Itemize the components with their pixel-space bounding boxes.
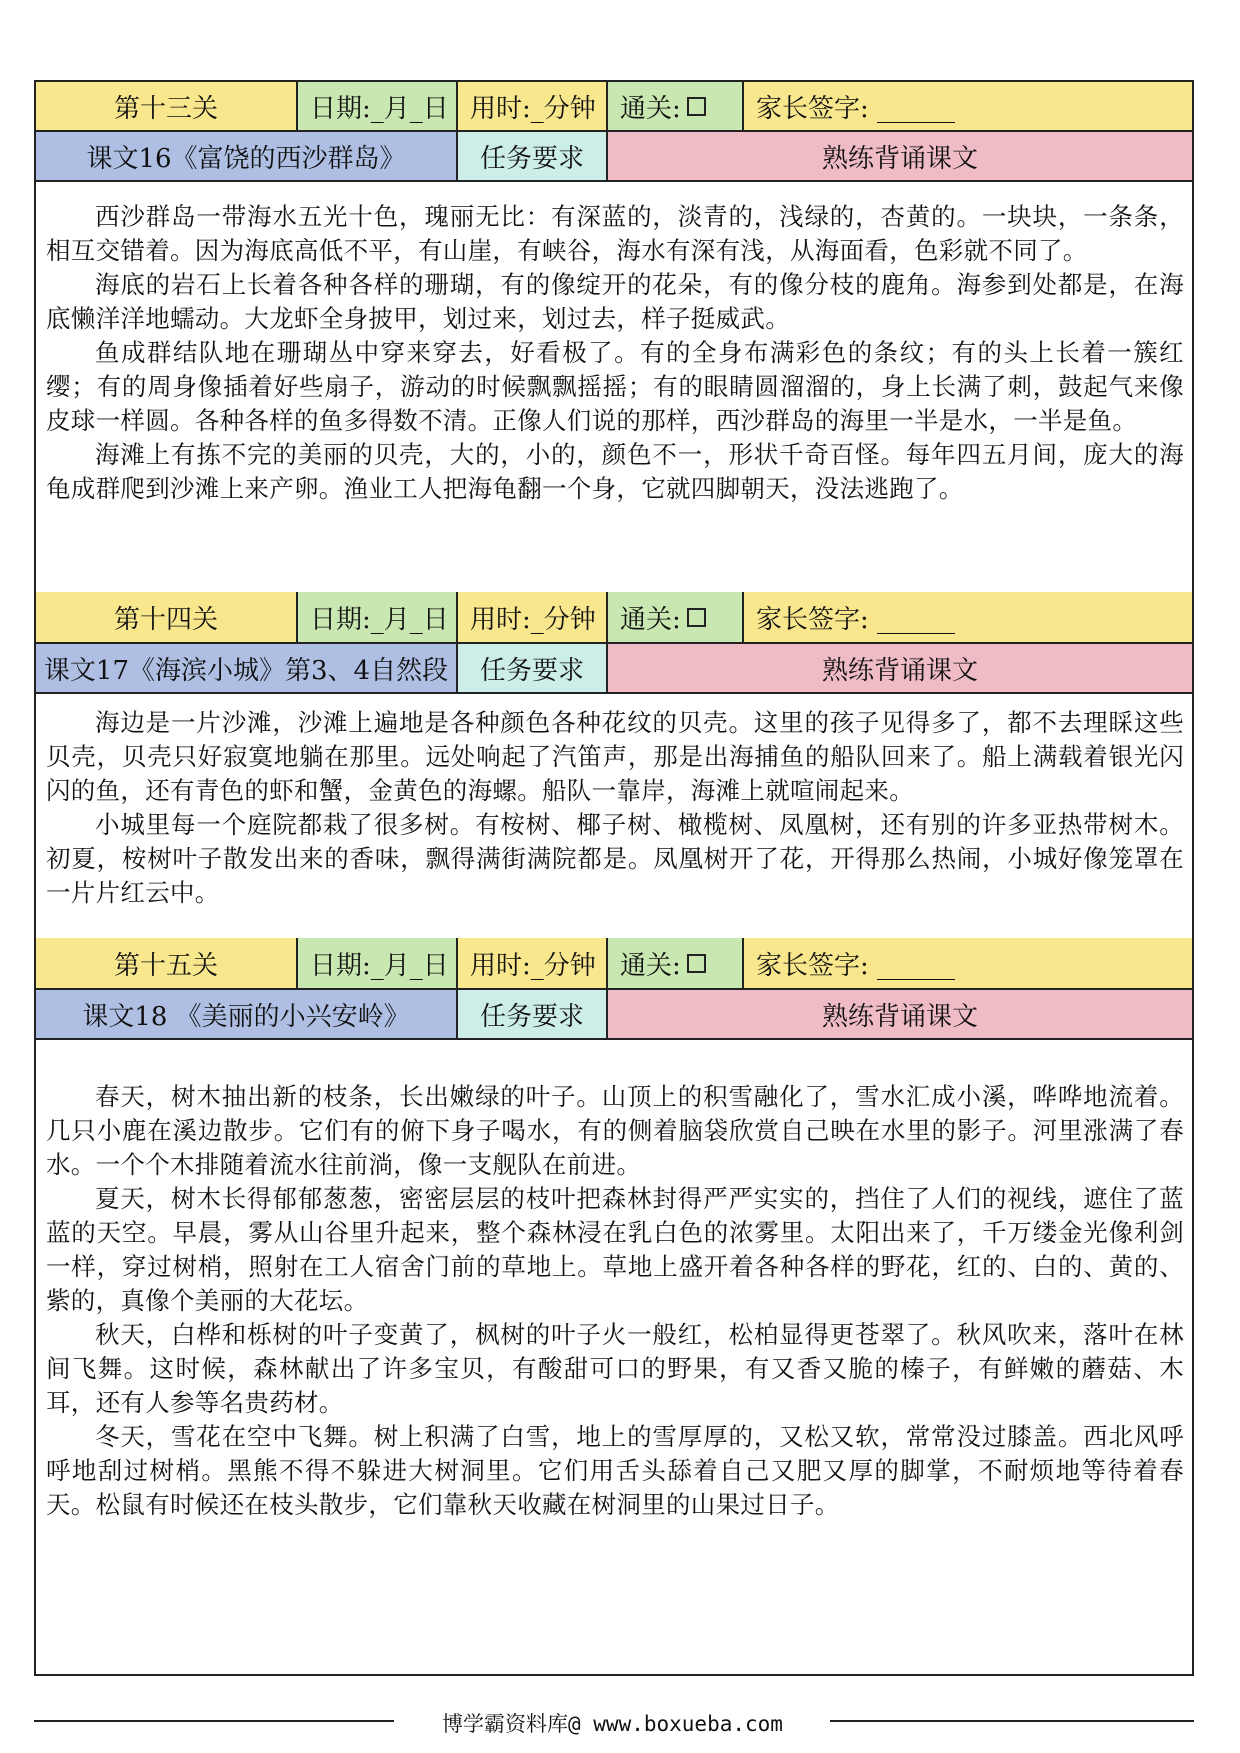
task-cell: 任务要求 xyxy=(458,644,608,694)
header-row xyxy=(36,82,1192,132)
footer-rule-right xyxy=(830,1720,1194,1722)
text-box xyxy=(36,1040,1192,1676)
sign-cell: 家长签字: ______ xyxy=(744,82,1192,132)
footer-rule-left xyxy=(34,1720,394,1722)
footer xyxy=(0,1708,1240,1738)
paragraph: 海底的岩石上长着各种各样的珊瑚，有的像绽开的花朵，有的像分枝的鹿角。海参到处都是，在海底懒洋洋地蠕动。大龙虾全身披甲，划过来，划过去，样子挺威武。 xyxy=(46,270,1184,333)
lesson-cell: 课文16《富饶的西沙群岛》 xyxy=(36,132,458,182)
level-cell: 第十五关 xyxy=(36,938,298,990)
pass-label: 通关: xyxy=(620,93,681,124)
pass-checkbox[interactable] xyxy=(687,97,706,116)
footer-watermark: 博学霸资料库@ www.boxueba.com xyxy=(442,1712,783,1736)
date-cell: 日期:_月_日 xyxy=(298,82,458,132)
pass-label: 通关: xyxy=(620,950,681,981)
header-row xyxy=(36,592,1192,644)
level-cell: 第十四关 xyxy=(36,592,298,644)
time-cell: 用时:_分钟 xyxy=(458,592,608,644)
level-cell: 第十三关 xyxy=(36,82,298,132)
text-box xyxy=(36,694,1192,938)
paragraph: 秋天，白桦和栎树的叶子变黄了，枫树的叶子火一般红，松柏显得更苍翠了。秋风吹来，落叶在林间飞舞。这时候，森林献出了许多宝贝，有酸甜可口的野果，有又香又脆的榛子，有鲜嫩的蘑菇、木耳，还有人参等名贵药材。 xyxy=(46,1320,1184,1417)
sign-cell: 家长签字: ______ xyxy=(744,938,1192,990)
task-cell: 任务要求 xyxy=(458,990,608,1040)
lesson-cell: 课文18 《美丽的小兴安岭》 xyxy=(36,990,458,1040)
task-cell: 任务要求 xyxy=(458,132,608,182)
paragraph: 海滩上有拣不完的美丽的贝壳，大的，小的，颜色不一，形状千奇百怪。每年四五月间，庞大的海龟成群爬到沙滩上来产卵。渔业工人把海龟翻一个身，它就四脚朝天，没法逃跑了。 xyxy=(46,440,1184,503)
paragraph: 海边是一片沙滩，沙滩上遍地是各种颜色各种花纹的贝壳。这里的孩子见得多了，都不去理睬这些贝壳，贝壳只好寂寞地躺在那里。远处响起了汽笛声，那是出海捕鱼的船队回来了。船上满载着银光闪闪的鱼，还有青色的虾和蟹，金黄色的海螺。船队一靠岸，海滩上就喧闹起来。 xyxy=(46,708,1184,805)
paragraph: 小城里每一个庭院都栽了很多树。有桉树、椰子树、橄榄树、凤凰树，还有别的许多亚热带树木。初夏，桉树叶子散发出来的香味，飘得满街满院都是。凤凰树开了花，开得那么热闹，小城好像笼罩在一片片红云中。 xyxy=(46,810,1184,907)
date-cell: 日期:_月_日 xyxy=(298,938,458,990)
pass-checkbox[interactable] xyxy=(687,608,706,627)
task-row xyxy=(36,132,1192,182)
task-row xyxy=(36,644,1192,694)
pass-cell xyxy=(608,592,744,644)
text-box xyxy=(36,182,1192,592)
task-row xyxy=(36,990,1192,1040)
pass-checkbox[interactable] xyxy=(687,954,706,973)
time-cell: 用时:_分钟 xyxy=(458,82,608,132)
worksheet-frame xyxy=(34,80,1194,1676)
lesson-cell: 课文17《海滨小城》第3、4自然段 xyxy=(36,644,458,694)
pass-label: 通关: xyxy=(620,604,681,635)
requirement-cell: 熟练背诵课文 xyxy=(608,644,1192,694)
paragraph: 西沙群岛一带海水五光十色，瑰丽无比：有深蓝的，淡青的，浅绿的，杏黄的。一块块，一条条，相互交错着。因为海底高低不平，有山崖，有峡谷，海水有深有浅，从海面看，色彩就不同了。 xyxy=(46,202,1184,265)
time-cell: 用时:_分钟 xyxy=(458,938,608,990)
paragraph: 春天，树木抽出新的枝条，长出嫩绿的叶子。山顶上的积雪融化了，雪水汇成小溪，哗哗地流着。几只小鹿在溪边散步。它们有的俯下身子喝水，有的侧着脑袋欣赏自己映在水里的影子。河里涨满了春水。一个个木排随着流水往前淌，像一支舰队在前进。 xyxy=(46,1082,1184,1179)
pass-cell xyxy=(608,82,744,132)
paragraph: 冬天，雪花在空中飞舞。树上积满了白雪，地上的雪厚厚的，又松又软，常常没过膝盖。西北风呼呼地刮过树梢。黑熊不得不躲进大树洞里。它们用舌头舔着自己又肥又厚的脚掌，不耐烦地等待着春天。松鼠有时候还在枝头散步，它们靠秋天收藏在树洞里的山果过日子。 xyxy=(46,1422,1184,1519)
date-cell: 日期:_月_日 xyxy=(298,592,458,644)
header-row xyxy=(36,938,1192,990)
paragraph: 鱼成群结队地在珊瑚丛中穿来穿去，好看极了。有的全身布满彩色的条纹；有的头上长着一簇红缨；有的周身像插着好些扇子，游动的时候飘飘摇摇；有的眼睛圆溜溜的，身上长满了刺，鼓起气来像皮球一样圆。各种各样的鱼多得数不清。正像人们说的那样，西沙群岛的海里一半是水，一半是鱼。 xyxy=(46,338,1184,435)
sign-cell: 家长签字: ______ xyxy=(744,592,1192,644)
requirement-cell: 熟练背诵课文 xyxy=(608,990,1192,1040)
paragraph: 夏天，树木长得郁郁葱葱，密密层层的枝叶把森林封得严严实实的，挡住了人们的视线，遮住了蓝蓝的天空。早晨，雾从山谷里升起来，整个森林浸在乳白色的浓雾里。太阳出来了，千万缕金光像利剑一样，穿过树梢，照射在工人宿舍门前的草地上。草地上盛开着各种各样的野花，红的、白的、黄的、紫的，真像个美丽的大花坛。 xyxy=(46,1184,1184,1315)
pass-cell xyxy=(608,938,744,990)
requirement-cell: 熟练背诵课文 xyxy=(608,132,1192,182)
